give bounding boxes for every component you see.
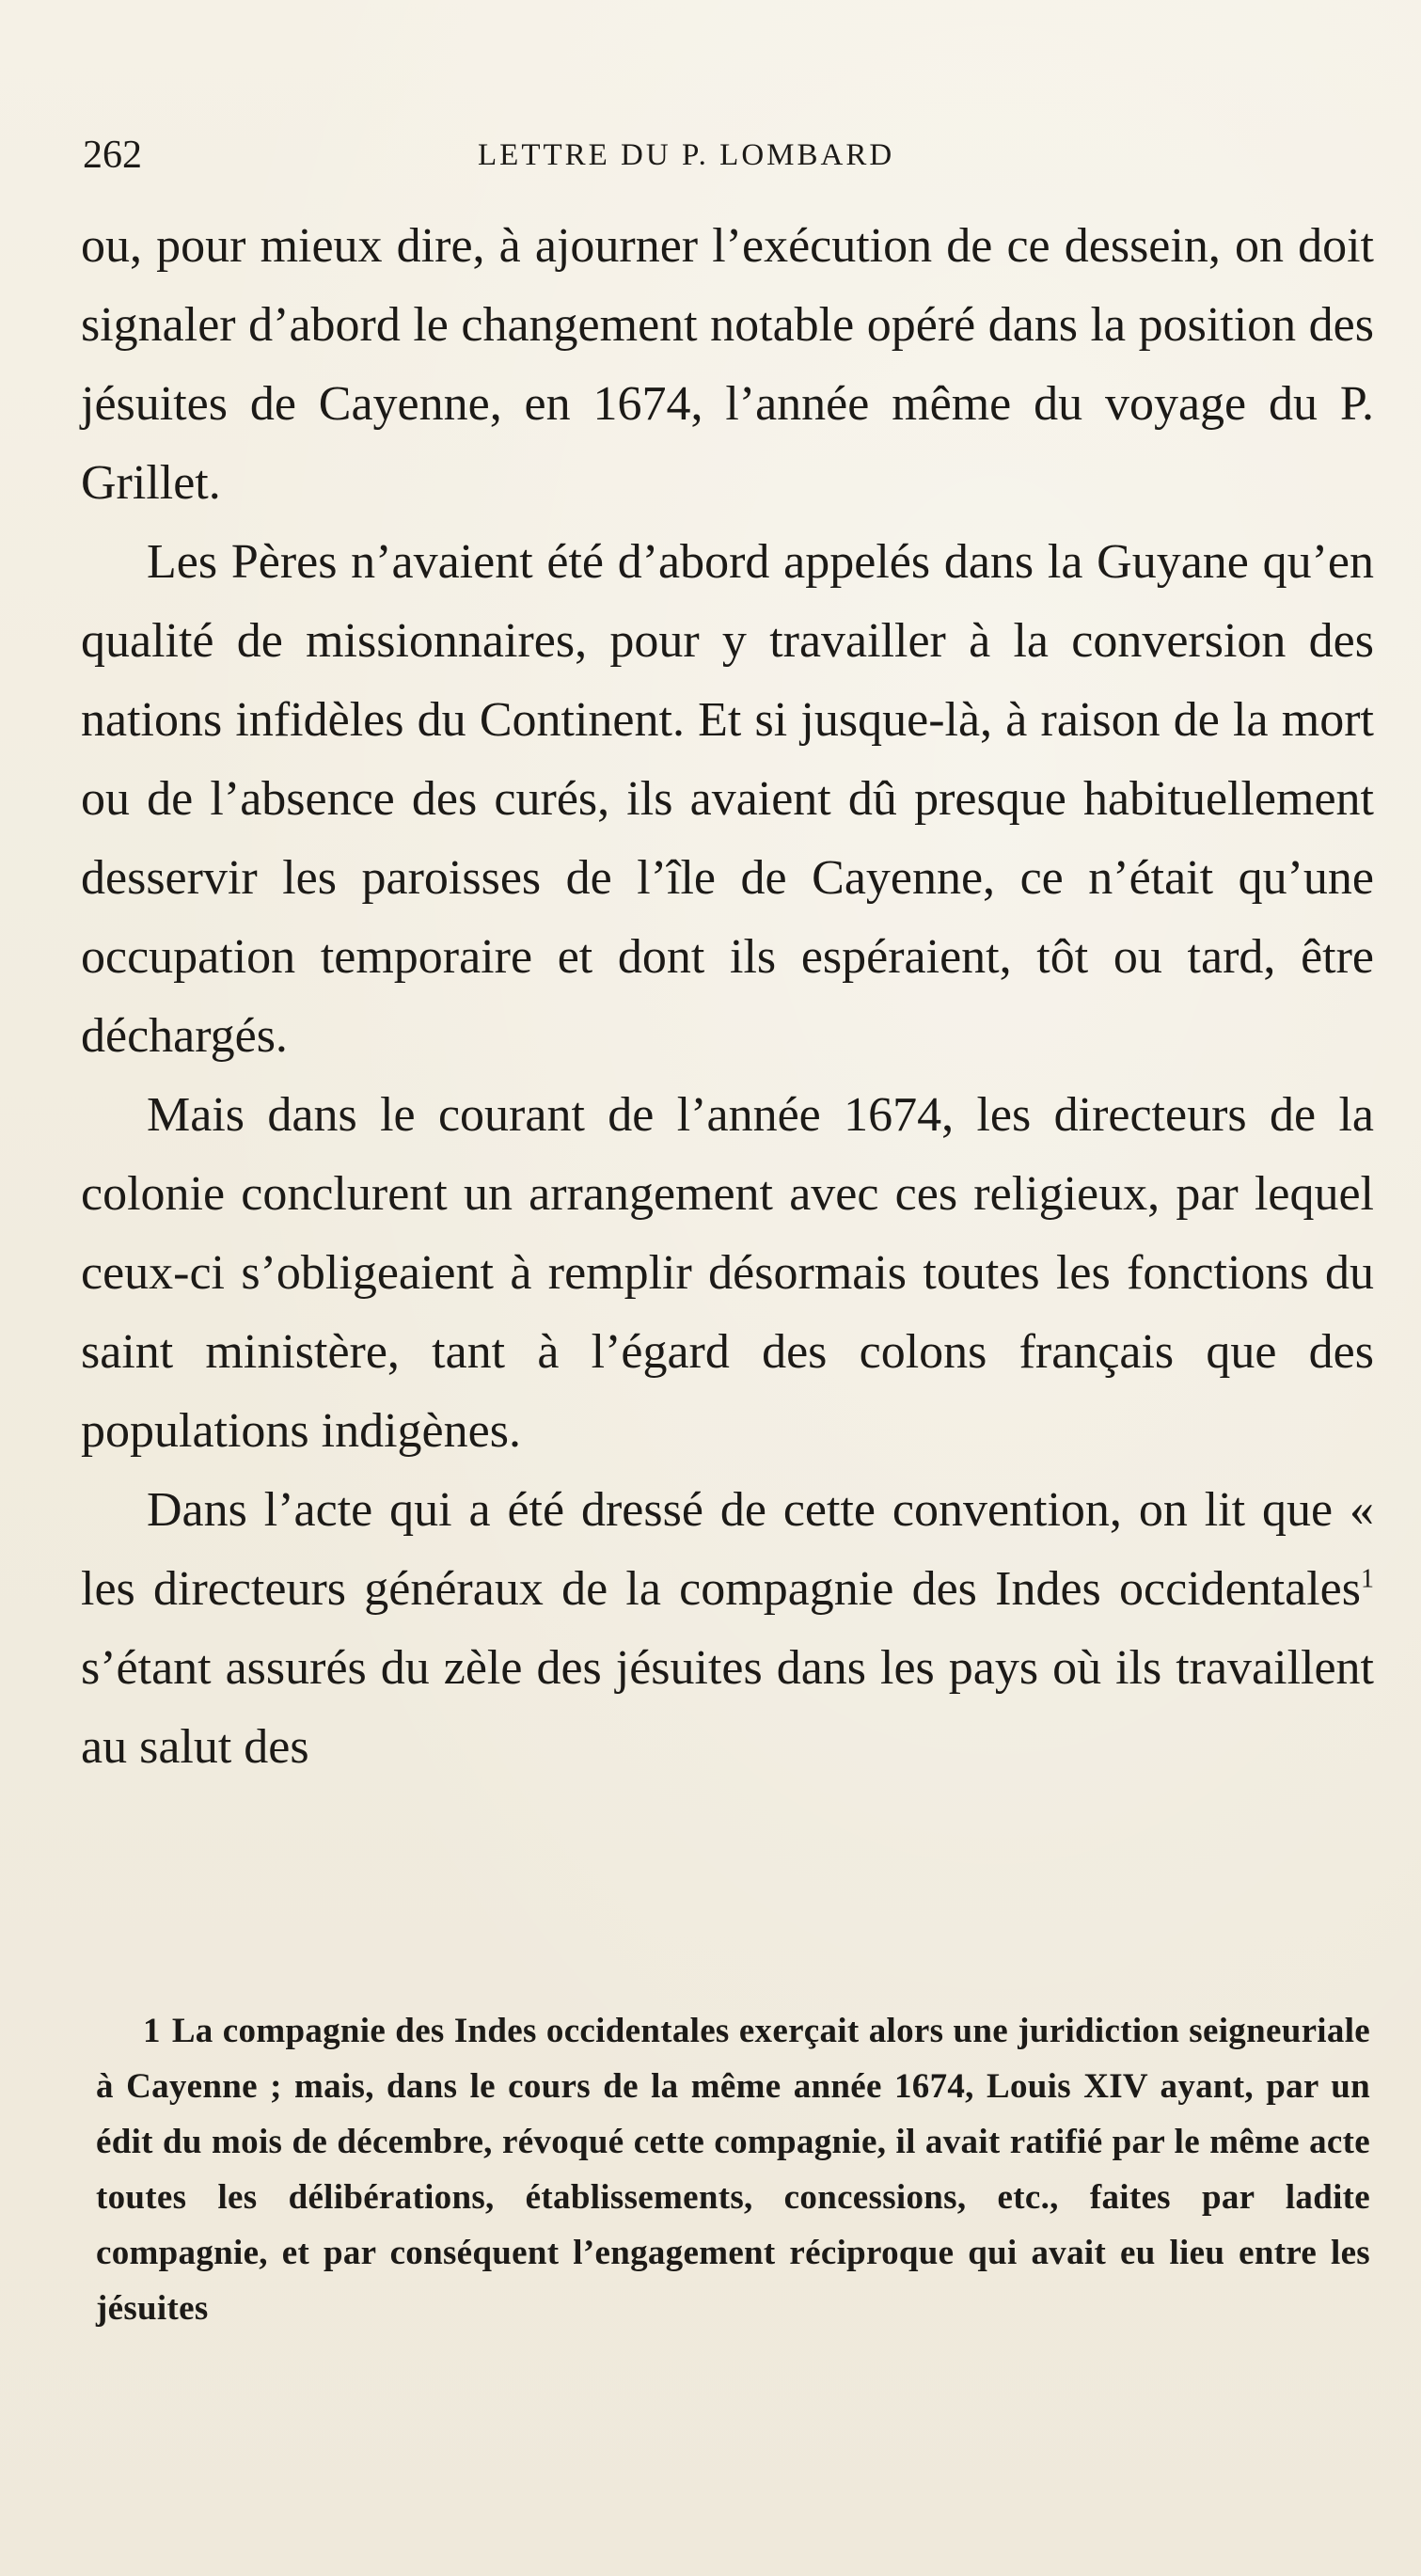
- footnote: [96, 2003, 1370, 2336]
- paragraph-1: ou, pour mieux dire, à ajourner l’exécution de ce dessein, on doit signaler d’abord le changement notable opéré dans la position des jésuites de Cayenne, en 1674, l’année même du voyage du P. Grillet.: [81, 219, 1374, 510]
- main-text: [81, 207, 1374, 1787]
- paragraph-4: [81, 1471, 1374, 1787]
- running-title: LETTRE DU P. LOMBARD: [478, 138, 895, 172]
- running-head: [83, 127, 1371, 183]
- paragraph-2: Les Pères n’avaient été d’abord appelés dans la Guyane qu’en qualité de missionnaires, pour y travailler à la conversion des nations infidèles du Continent. Et si jusque-là, à raison de la mort ou de l’absence des curés, ils avaient dû presque habituellement desservir les paroisses de l’île de Cayenne, ce n’était qu’une occupation temporaire et dont ils espéraient, tôt ou tard, être déchargés.: [81, 535, 1374, 1063]
- footnote-reference: 1: [1361, 1564, 1374, 1594]
- footnote-text: La compagnie des Indes occidentales exerçait alors une juridiction seigneuriale à Cayenne ; mais, dans le cours de la même année 1674, Louis XIV ayant, par un édit du mois de décembre, révoqué cette compagnie, il avait ratifié par le même acte toutes les délibérations, établissements, concessions, etc., faites par ladite compagnie, et par conséquent l’engagement réciproque qui avait eu lieu entre les jésuites: [96, 2012, 1370, 2328]
- footnote-marker: 1: [143, 2012, 161, 2050]
- paragraph-3: Mais dans le courant de l’année 1674, les directeurs de la colonie conclurent un arrangement avec ces religieux, par lequel ceux-ci s’obligeaient à remplir désormais toutes les fonctions du saint ministère, tant à l’égard des colons français que des populations indigènes.: [81, 1088, 1374, 1458]
- paragraph-4-text-before: Dans l’acte qui a été dressé de cette convention, on lit que « les directeurs généraux de la compagnie des Indes occidentales: [81, 1483, 1374, 1616]
- paragraph-4-text-after: s’étant assurés du zèle des jésuites dans les pays où ils travaillent au salut des: [81, 1641, 1374, 1774]
- page-number: 262: [83, 134, 142, 177]
